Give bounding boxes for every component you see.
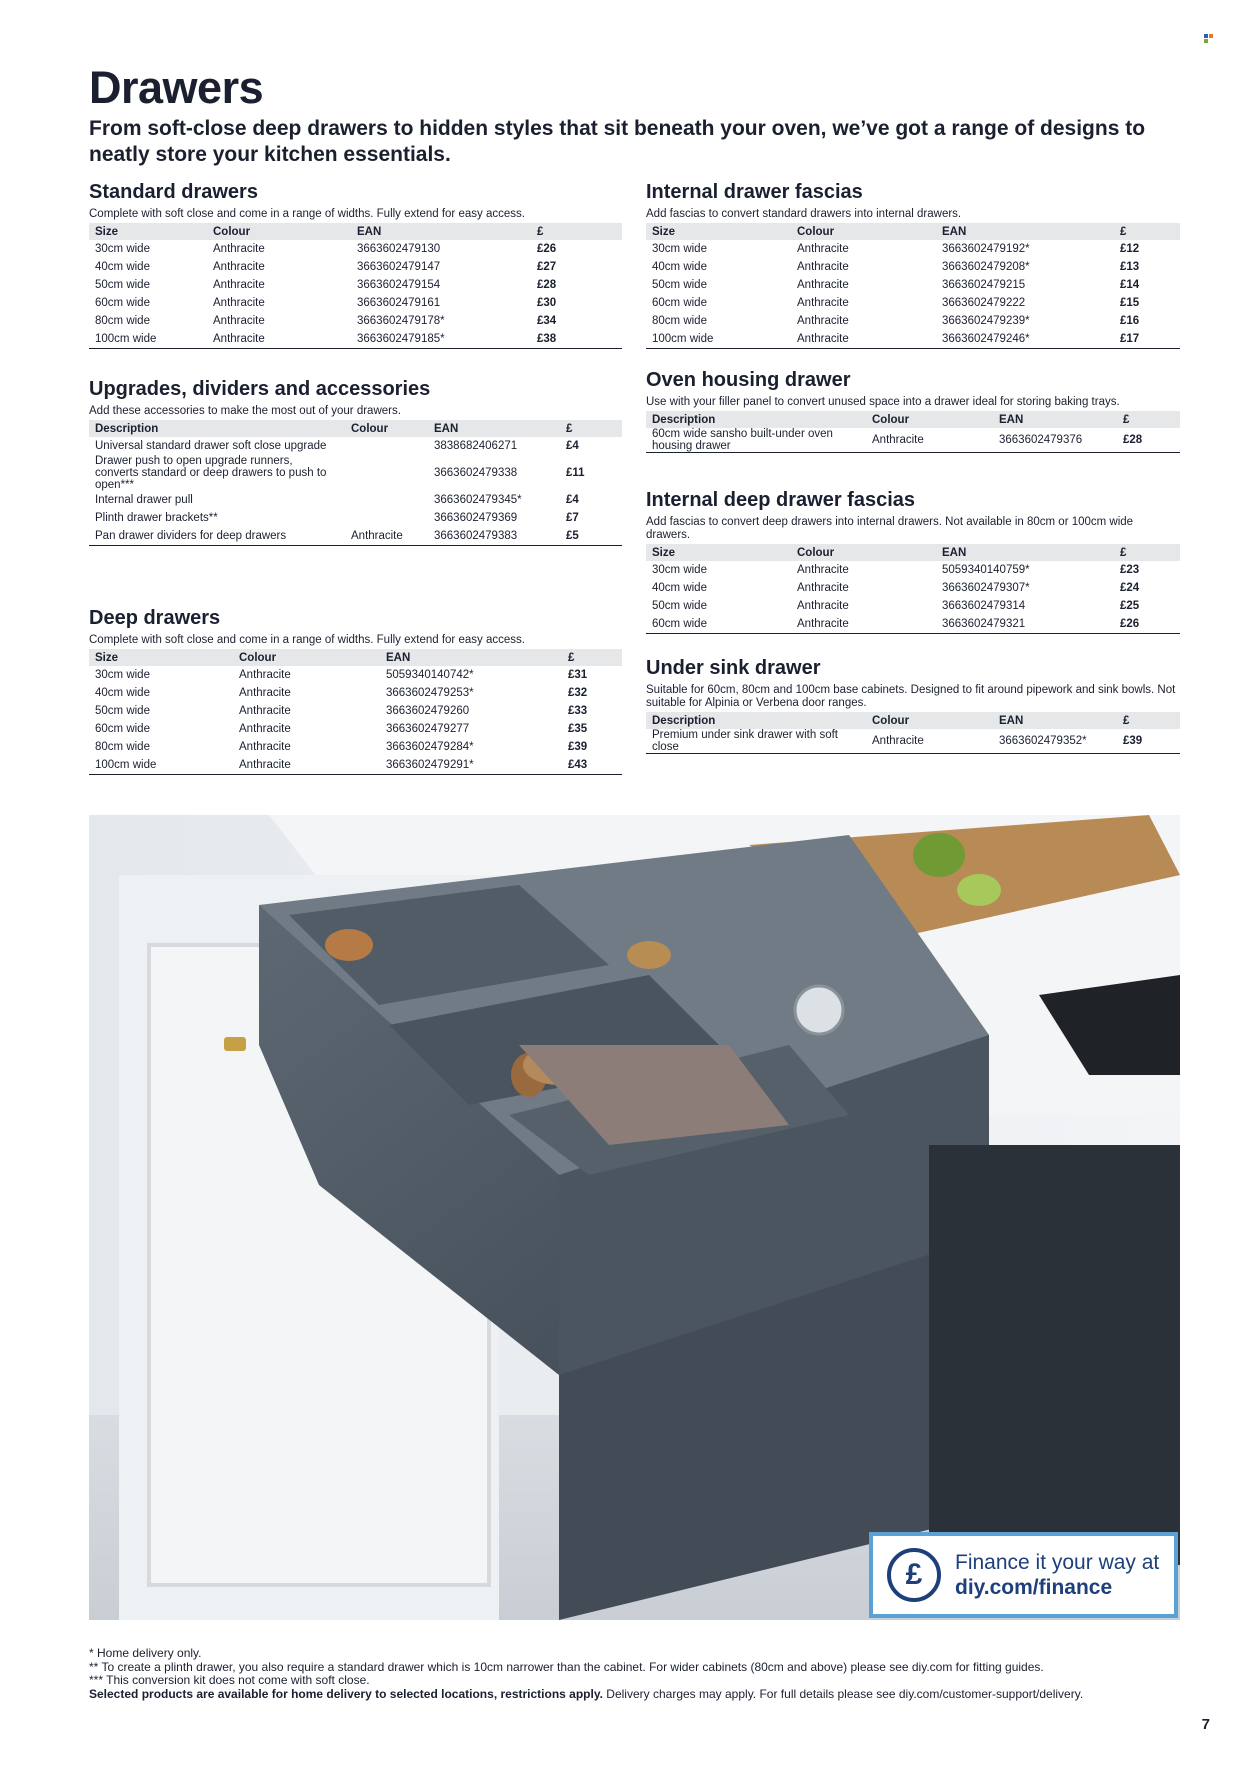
table-cell: 50cm wide bbox=[652, 279, 707, 291]
table-cell: 80cm wide bbox=[652, 315, 707, 327]
table-cell: 3663602479352* bbox=[993, 729, 1117, 754]
table-cell: Anthracite bbox=[797, 297, 849, 309]
section-description: Suitable for 60cm, 80cm and 100cm base cabinets. Designed to fit around pipework and sink bowls. Not suitable for Alpinia or Verbena door ranges. bbox=[646, 684, 1176, 709]
table-cell: £12 bbox=[1120, 243, 1140, 255]
table-cell: £13 bbox=[1120, 261, 1140, 273]
table-row bbox=[89, 720, 622, 738]
table-cell bbox=[345, 455, 428, 491]
table-cell: Anthracite bbox=[797, 243, 849, 255]
upgrades-section bbox=[89, 377, 622, 546]
column-header: Description bbox=[89, 420, 345, 437]
table-cell: 80cm wide bbox=[95, 315, 150, 327]
table-cell: Anthracite bbox=[866, 729, 993, 754]
table-cell: £14 bbox=[1120, 279, 1140, 291]
finance-link[interactable]: diy.com/finance bbox=[955, 1576, 1113, 1599]
table-cell: 3663602479369 bbox=[434, 512, 518, 524]
table-cell: 40cm wide bbox=[652, 261, 707, 273]
internal-fascias-section bbox=[646, 180, 1180, 349]
table-cell: 80cm wide bbox=[95, 741, 150, 753]
table-cell: 100cm wide bbox=[646, 330, 791, 348]
column-header: £ bbox=[1117, 712, 1180, 729]
table-cell: Anthracite bbox=[797, 582, 849, 594]
table-cell: £32 bbox=[568, 687, 588, 699]
table-row bbox=[89, 509, 622, 527]
table-header-row bbox=[646, 223, 1180, 240]
table-cell: £5 bbox=[560, 527, 622, 545]
standard-drawers-section bbox=[89, 180, 622, 349]
table-row bbox=[89, 491, 622, 509]
table-cell: 30cm wide bbox=[95, 243, 150, 255]
table-cell: £28 bbox=[537, 279, 557, 291]
table-row bbox=[89, 684, 622, 702]
footnote: *** This conversion kit does not come with soft close. bbox=[89, 1673, 370, 1687]
column-header: EAN bbox=[380, 649, 562, 666]
table-cell: Anthracite bbox=[797, 564, 849, 576]
table-row bbox=[89, 738, 622, 756]
table-header-row bbox=[89, 223, 622, 240]
column-header: Colour bbox=[866, 712, 993, 729]
internal-deep-fascias-section bbox=[646, 488, 1180, 634]
table-cell: Anthracite bbox=[233, 756, 380, 774]
internal-fascias-table bbox=[646, 223, 1180, 349]
table-row bbox=[89, 702, 622, 720]
table-cell: 3663602479147 bbox=[357, 261, 441, 273]
table-cell: 30cm wide bbox=[95, 669, 150, 681]
table-row bbox=[89, 455, 622, 491]
section-title: Under sink drawer bbox=[646, 657, 821, 679]
table-row bbox=[646, 294, 1180, 312]
table-cell: 3663602479260 bbox=[386, 705, 470, 717]
table-cell: 40cm wide bbox=[95, 261, 150, 273]
table-cell: 3663602479253* bbox=[386, 687, 474, 699]
table-row bbox=[89, 258, 622, 276]
section-title: Deep drawers bbox=[89, 607, 221, 629]
table-cell: Pan drawer dividers for deep drawers bbox=[89, 527, 345, 545]
table-row bbox=[89, 756, 622, 774]
table-cell: 3663602479307* bbox=[942, 582, 1030, 594]
footnote-bold: Selected products are available for home delivery to selected locations, restrictions apply. bbox=[89, 1686, 603, 1701]
column-header: Colour bbox=[791, 223, 936, 240]
page-title: Drawers bbox=[89, 62, 264, 113]
table-cell: 3663602479130 bbox=[357, 243, 441, 255]
standard-drawers-table bbox=[89, 223, 622, 349]
deep-drawers-section bbox=[89, 606, 622, 775]
table-cell: 50cm wide bbox=[95, 279, 150, 291]
table-row bbox=[89, 666, 622, 684]
table-cell: 60cm wide bbox=[646, 615, 791, 633]
section-title: Standard drawers bbox=[89, 181, 258, 203]
table-header-row bbox=[646, 544, 1180, 561]
footnotes bbox=[89, 1647, 1149, 1701]
section-title: Oven housing drawer bbox=[646, 369, 851, 391]
table-cell: 3663602479208* bbox=[942, 261, 1030, 273]
table-row bbox=[646, 615, 1180, 633]
table-cell: Anthracite bbox=[239, 669, 291, 681]
column-header: EAN bbox=[351, 223, 531, 240]
table-cell: Premium under sink drawer with soft close bbox=[646, 729, 866, 754]
footnote-rest: Delivery charges may apply. For full details please see diy.com/customer-support/delivery. bbox=[602, 1686, 1084, 1701]
table-cell: 60cm wide bbox=[95, 723, 150, 735]
table-cell: Anthracite bbox=[791, 615, 936, 633]
under-sink-section bbox=[646, 656, 1180, 754]
table-row bbox=[89, 240, 622, 258]
table-cell: £4 bbox=[566, 494, 579, 506]
column-header: Colour bbox=[345, 420, 428, 437]
table-header-row bbox=[646, 411, 1180, 428]
table-cell: Anthracite bbox=[213, 243, 265, 255]
table-row bbox=[89, 312, 622, 330]
column-header: Colour bbox=[233, 649, 380, 666]
table-row bbox=[646, 579, 1180, 597]
table-cell: £25 bbox=[1120, 600, 1140, 612]
table-cell bbox=[345, 437, 428, 455]
oven-housing-section bbox=[646, 368, 1180, 453]
finance-badge[interactable] bbox=[869, 1532, 1178, 1618]
table-cell: Anthracite bbox=[345, 527, 428, 545]
table-cell: £26 bbox=[1114, 615, 1180, 633]
table-cell: 3663602479383 bbox=[428, 527, 560, 545]
table-cell: 3663602479161 bbox=[357, 297, 441, 309]
table-cell: 100cm wide bbox=[89, 756, 233, 774]
column-header: Size bbox=[89, 223, 207, 240]
pound-icon: £ bbox=[887, 1548, 941, 1602]
table-cell: 100cm wide bbox=[89, 330, 207, 348]
table-row bbox=[646, 276, 1180, 294]
table-row bbox=[646, 312, 1180, 330]
column-header: Size bbox=[646, 223, 791, 240]
table-row bbox=[646, 258, 1180, 276]
table-cell: Anthracite bbox=[797, 600, 849, 612]
section-title: Upgrades, dividers and accessories bbox=[89, 378, 431, 400]
table-row bbox=[646, 428, 1180, 453]
column-header: £ bbox=[1114, 544, 1180, 561]
column-header: Size bbox=[646, 544, 791, 561]
table-cell: £33 bbox=[568, 705, 588, 717]
table-row bbox=[646, 561, 1180, 579]
table-cell: 3663602479376 bbox=[993, 428, 1117, 453]
table-header-row bbox=[89, 649, 622, 666]
table-cell: Anthracite bbox=[797, 315, 849, 327]
table-cell: Anthracite bbox=[213, 261, 265, 273]
table-cell: £11 bbox=[566, 467, 585, 479]
table-cell bbox=[345, 491, 428, 509]
column-header: £ bbox=[1117, 411, 1180, 428]
column-header: Description bbox=[646, 712, 866, 729]
table-row bbox=[89, 294, 622, 312]
page-number: 7 bbox=[1201, 1716, 1210, 1733]
under-sink-table bbox=[646, 712, 1180, 754]
table-cell: Anthracite bbox=[207, 330, 351, 348]
table-cell: 3663602479246* bbox=[936, 330, 1114, 348]
table-cell: £39 bbox=[568, 741, 588, 753]
table-cell: 5059340140742* bbox=[386, 669, 474, 681]
table-cell bbox=[345, 509, 428, 527]
oven-housing-table bbox=[646, 411, 1180, 453]
column-header: Colour bbox=[866, 411, 993, 428]
section-description: Add fascias to convert deep drawers into internal drawers. Not available in 80cm or 100cm wide drawers. bbox=[646, 516, 1134, 541]
table-cell: 50cm wide bbox=[652, 600, 707, 612]
table-cell: Anthracite bbox=[797, 279, 849, 291]
table-cell: Internal drawer pull bbox=[95, 494, 193, 506]
table-row bbox=[646, 330, 1180, 348]
table-cell: 3663602479239* bbox=[942, 315, 1030, 327]
table-cell: £27 bbox=[537, 261, 557, 273]
table-cell: £28 bbox=[1117, 428, 1180, 453]
table-cell: 3663602479284* bbox=[386, 741, 474, 753]
table-cell: 40cm wide bbox=[652, 582, 707, 594]
table-cell: Anthracite bbox=[239, 687, 291, 699]
column-header: Description bbox=[646, 411, 866, 428]
upgrades-table bbox=[89, 420, 622, 546]
table-cell: 40cm wide bbox=[95, 687, 150, 699]
footnote bbox=[89, 1688, 1149, 1702]
table-cell: 5059340140759* bbox=[942, 564, 1030, 576]
table-cell: 60cm wide sansho built-under oven housing drawer bbox=[646, 428, 866, 453]
table-cell: £7 bbox=[566, 512, 579, 524]
kitchen-drawer-photo bbox=[89, 815, 1180, 1620]
table-header-row bbox=[646, 712, 1180, 729]
table-cell: 30cm wide bbox=[652, 564, 707, 576]
column-header: EAN bbox=[936, 544, 1114, 561]
section-description: Complete with soft close and come in a range of widths. Fully extend for easy access. bbox=[89, 208, 525, 220]
footnote: ** To create a plinth drawer, you also require a standard drawer which is 10cm narrower than the cabinet. For wider cabinets (80cm and above) please see diy.com for fitting guides. bbox=[89, 1659, 1044, 1674]
table-cell: £30 bbox=[537, 297, 557, 309]
column-header: Size bbox=[89, 649, 233, 666]
table-cell: Universal standard drawer soft close upgrade bbox=[95, 440, 327, 452]
table-cell: £15 bbox=[1120, 297, 1140, 309]
table-cell: £24 bbox=[1120, 582, 1140, 594]
table-row bbox=[89, 276, 622, 294]
table-cell: £43 bbox=[562, 756, 622, 774]
table-cell: £4 bbox=[566, 440, 579, 452]
column-header: Colour bbox=[207, 223, 351, 240]
table-cell: £31 bbox=[568, 669, 588, 681]
table-cell: 3663602479222 bbox=[942, 297, 1026, 309]
table-row bbox=[646, 597, 1180, 615]
section-description: Complete with soft close and come in a range of widths. Fully extend for easy access. bbox=[89, 634, 525, 646]
table-row bbox=[646, 729, 1180, 754]
table-cell: Anthracite bbox=[239, 705, 291, 717]
table-cell: £26 bbox=[537, 243, 557, 255]
table-cell: Anthracite bbox=[797, 261, 849, 273]
section-description: Add these accessories to make the most out of your drawers. bbox=[89, 405, 401, 417]
column-header: £ bbox=[1114, 223, 1180, 240]
table-cell: Anthracite bbox=[213, 315, 265, 327]
finance-text bbox=[955, 1550, 1159, 1600]
table-cell: 60cm wide bbox=[95, 297, 150, 309]
table-cell: £38 bbox=[531, 330, 622, 348]
internal-deep-fascias-table bbox=[646, 544, 1180, 634]
table-cell: 3663602479154 bbox=[357, 279, 441, 291]
table-cell: £23 bbox=[1120, 564, 1140, 576]
table-cell: 3663602479277 bbox=[386, 723, 470, 735]
table-cell: 3663602479215 bbox=[942, 279, 1026, 291]
table-cell: 3663602479192* bbox=[942, 243, 1030, 255]
column-header: £ bbox=[562, 649, 622, 666]
table-cell: Anthracite bbox=[213, 279, 265, 291]
section-description: Use with your filler panel to convert unused space into a drawer ideal for storing baking trays. bbox=[646, 396, 1120, 408]
section-description: Add fascias to convert standard drawers into internal drawers. bbox=[646, 208, 962, 220]
table-cell: 3663602479178* bbox=[357, 315, 445, 327]
table-cell: 3663602479338 bbox=[434, 467, 518, 479]
table-cell: £16 bbox=[1120, 315, 1140, 327]
column-header: EAN bbox=[936, 223, 1114, 240]
table-cell: 3663602479185* bbox=[351, 330, 531, 348]
footnote: * Home delivery only. bbox=[89, 1646, 202, 1660]
corner-logo-mark bbox=[1204, 34, 1214, 43]
section-title: Internal drawer fascias bbox=[646, 181, 863, 203]
finance-line-1: Finance it your way at bbox=[955, 1551, 1160, 1574]
table-cell: 3663602479321 bbox=[936, 615, 1114, 633]
table-cell: 3663602479345* bbox=[434, 494, 522, 506]
table-cell: Plinth drawer brackets** bbox=[95, 512, 218, 524]
table-cell: 3663602479291* bbox=[380, 756, 562, 774]
table-cell: £39 bbox=[1117, 729, 1180, 754]
table-cell: Anthracite bbox=[866, 428, 993, 453]
column-header: EAN bbox=[993, 712, 1117, 729]
table-cell: 30cm wide bbox=[652, 243, 707, 255]
section-title: Internal deep drawer fascias bbox=[646, 489, 916, 511]
table-cell: 60cm wide bbox=[652, 297, 707, 309]
table-cell: Drawer push to open upgrade runners, converts standard or deep drawers to push to open*** bbox=[95, 455, 327, 491]
table-cell: Anthracite bbox=[239, 741, 291, 753]
table-row bbox=[89, 437, 622, 455]
table-cell: Anthracite bbox=[791, 330, 936, 348]
column-header: £ bbox=[531, 223, 622, 240]
table-cell: Anthracite bbox=[213, 297, 265, 309]
table-row bbox=[646, 240, 1180, 258]
table-cell: £34 bbox=[537, 315, 557, 327]
column-header: EAN bbox=[993, 411, 1117, 428]
table-cell: Anthracite bbox=[239, 723, 291, 735]
column-header: £ bbox=[560, 420, 622, 437]
deep-drawers-table bbox=[89, 649, 622, 775]
table-cell: £17 bbox=[1114, 330, 1180, 348]
table-row bbox=[89, 330, 622, 348]
table-cell: 3838682406271 bbox=[434, 440, 518, 452]
table-header-row bbox=[89, 420, 622, 437]
intro-text: From soft-close deep drawers to hidden styles that sit beneath your oven, we’ve got a range of designs to neatly store your kitchen essentials. bbox=[89, 117, 1146, 166]
table-cell: 3663602479314 bbox=[942, 600, 1026, 612]
table-cell: 50cm wide bbox=[95, 705, 150, 717]
column-header: EAN bbox=[428, 420, 560, 437]
table-cell: £35 bbox=[568, 723, 588, 735]
table-row bbox=[89, 527, 622, 545]
column-header: Colour bbox=[791, 544, 936, 561]
